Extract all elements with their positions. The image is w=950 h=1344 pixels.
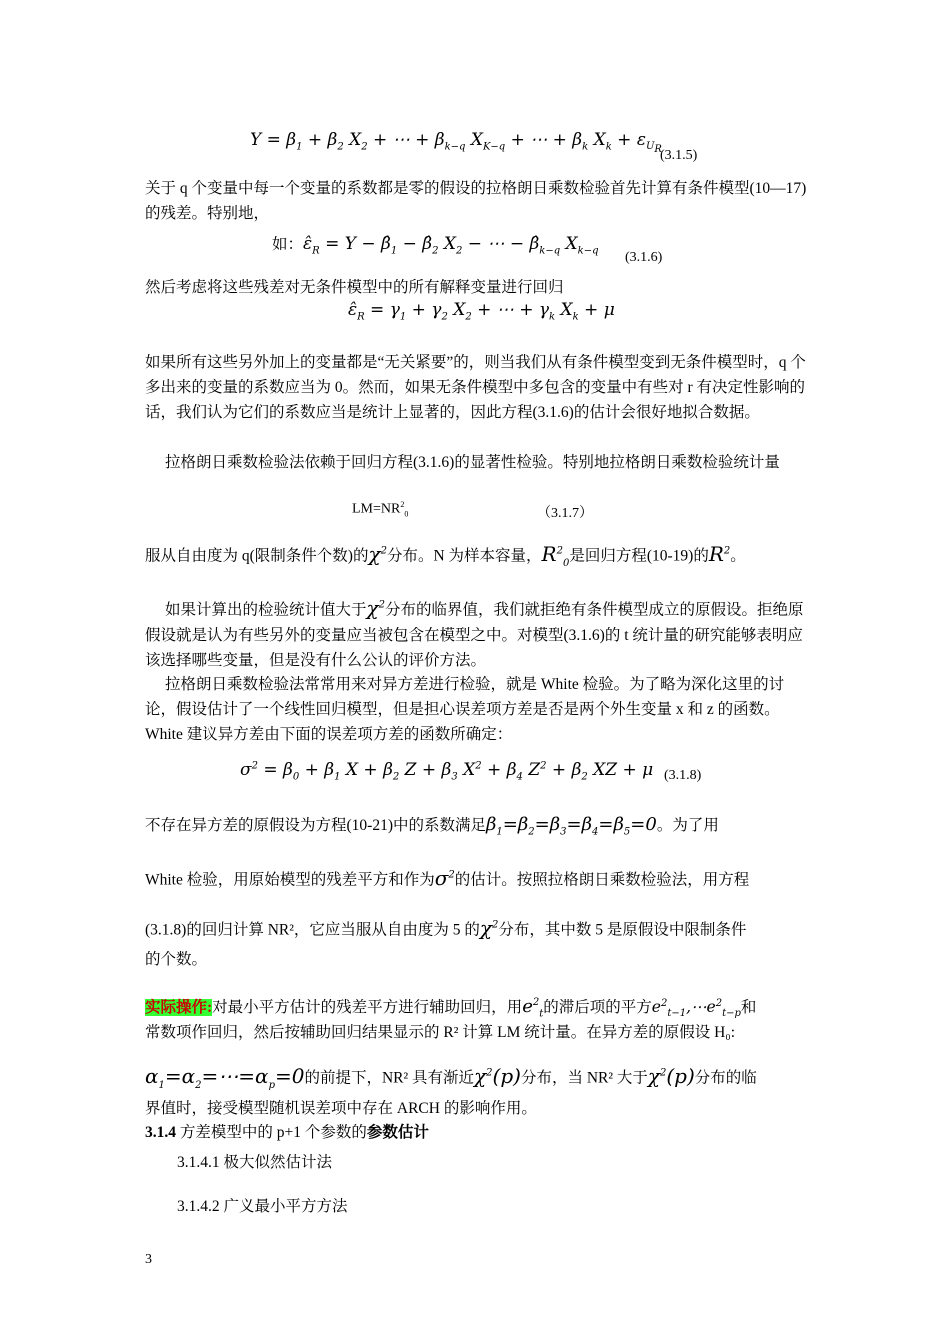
text-span: 如果计算出的检验统计值大于 (165, 601, 367, 619)
text-span: 不存在异方差的原假设为方程(10-21)中的系数满足 (145, 817, 486, 834)
equation-3-1-8: $\sigma^2 = \beta_0 + \beta_1$ $X + \beta_2$ $Z + \beta_3$ $X^2 + \beta_4$ $Z^2 + \beta_2$ XZ + μ (240, 760, 654, 783)
text-span: 是回归方程(10-19)的 (569, 547, 709, 565)
text-span: 分布的临 (694, 1069, 757, 1087)
equation-3-1-7: $LM=NR^2_0$ (352, 500, 409, 519)
text-span: 分布，当 NR² 大于 (520, 1069, 648, 1087)
equation-3-1-5: $Y = \beta_1 + \beta_2$ $X_2$ + ⋯ + $\beta_{k-q}$ $X_{K-q}$ + ⋯ + $\beta_k$ $X_k + \varepsilon_{U_R}$ (250, 130, 662, 156)
text-span: 服从自由度为 q(限制条件个数)的 (145, 547, 369, 565)
paragraph-5: 服从自由度为 q(限制条件个数)的$\chi^2$分布。N 为样本容量，$R^2_0$是回归方程(10-19)的$R^2$。 (145, 541, 746, 569)
equation-number-3-1-5: (3.1.5) (660, 148, 698, 163)
highlight-label: 实际操作: (145, 999, 213, 1016)
paragraph-11: 的个数。 (145, 951, 208, 968)
subsection-3-1-4-1: 3.1.4.1 极大似然估计法 (177, 1154, 333, 1171)
paragraph-1: 关于 q 个变量中每一个变量的系数都是零的假设的拉格朗日乘数检验首先计算有条件模型(10—17)的残差。特别地， (145, 180, 807, 222)
paragraph-9: White 检验，用原始模型的残差平方和作为$\sigma^2$的估计。按照拉格朗日乘数检验法，用方程 (145, 865, 750, 890)
paragraph-8: 不存在异方差的原假设为方程(10-21)中的系数满足$\beta_1=\beta_2=\beta_3=\beta_4=\beta_5=0$。为了用 (145, 814, 719, 838)
paragraph-2: 然后考虑将这些残差对无条件模型中的所有解释变量进行回归 (145, 279, 564, 296)
section-title-bold: 参数估计 (366, 1124, 429, 1141)
text-span: 的估计。按照拉格朗日乘数检验法，用方程 (454, 871, 750, 889)
text-span: (3.1.8)的回归计算 NR²，它应当服从自由度为 5 的 (145, 921, 480, 939)
text-span: 对最小平方估计的残差平方进行辅助回归，用 (212, 999, 523, 1016)
section-heading-3-1-4 (145, 1120, 810, 1145)
text-span: 分布的临界值，我们就拒绝有条件模型成立的原假设。拒绝原假设就是认为有些另外的变量应当被包含在模型之中。对模型(3.1.6)的 t 统计量的研究能够表明应该选择哪些变量，但是没有什么公认的评价方法。 (145, 601, 804, 669)
paragraph-4: 拉格朗日乘数检验法依赖于回归方程(3.1.6)的显著性检验。特别地拉格朗日乘数检验统计量 (165, 454, 780, 471)
text-span: White 检验，用原始模型的残差平方和作为 (145, 871, 435, 889)
equation-number-3-1-8: (3.1.8) (664, 768, 702, 783)
equation-prefix: 如： (272, 236, 304, 253)
page-number: 3 (145, 1252, 152, 1267)
text-span: 分布。N 为样本容量， (386, 547, 542, 565)
paragraph-10: (3.1.8)的回归计算 NR²，它应当服从自由度为 5 的$\chi^2$分布，其中数 5 是原假设中限制条件 (145, 915, 747, 940)
paragraph-12: 实际操作:对最小平方估计的残差平方进行辅助回归，用$e^2_t$的滞后项的平方$e^2_{t-1},\cdots e^2_{t-p}$和 (145, 996, 757, 1020)
equation-3-1-6: 如：$\varepsilon̂_R = Y$ − $\betâ_1$ − $\betâ_2$ $X_2$ − ⋯ − $\betâ_{k-q}$ $X_{k-q}$ (272, 234, 599, 257)
paragraph-7: 拉格朗日乘数检验法常常用来对异方差进行检验，就是 White 检验。为了略为深化这里的讨论，假设估计了一个线性回归模型，但是担心误差项方差是否是两个外生变量 x 和 z 的函数。White 建议异方差由下面的误差项方差的函数所确定： (145, 676, 785, 743)
text-span: 。 (730, 547, 746, 565)
text-span: 的滞后项的平方 (543, 999, 652, 1016)
text-span: 和 (740, 999, 757, 1016)
paragraph-14: $\alpha_1=\alpha_2=\cdots=\alpha_p=0$的前提下，NR² 具有渐近$\chi^2(p)$分布，当 NR² 大于$\chi^2(p)$分布的临 (145, 1063, 757, 1091)
equation-number-3-1-7: （3.1.7） (537, 506, 593, 521)
text-span: 的前提下，NR² 具有渐近 (304, 1069, 475, 1087)
section-number: 3.1.4 (145, 1124, 176, 1141)
subsection-3-1-4-2: 3.1.4.2 广义最小平方方法 (177, 1198, 348, 1215)
paragraph-3: 如果所有这些另外加上的变量都是“无关紧要”的，则当我们从有条件模型变到无条件模型时，q 个多出来的变量的系数应当为 0。然而，如果无条件模型中多包含的变量中有些对 r 有决定性影响的话，我们认为它们的系数应当是统计上显著的，因此方程(3.1.6)的估计会很好地拟合数据。 (145, 354, 806, 421)
equation-auxiliary-regression: $\varepsilon̂_R = \gamma_1 + \gamma_2$ $X_2$ + ⋯ + $\gamma_k$ $X_k + \mu$ (348, 300, 615, 323)
section-title: 方差模型中的 p+1 个参数的 (176, 1124, 367, 1141)
equation-number-3-1-6: (3.1.6) (625, 250, 663, 265)
paragraph-6: 如果计算出的检验统计值大于$\chi^2$分布的临界值，我们就拒绝有条件模型成立的原假设。拒绝原假设就是认为有些另外的变量应当被包含在模型之中。对模型(3.1.6)的 t 统计量的研究能够表明应该选择哪些变量，但是没有什么公认的评价方法。 (145, 595, 804, 669)
paragraph-13: 常数项作回归，然后按辅助回归结果显示的 R² 计算 LM 统计量。在异方差的原假设 H₀: (145, 1024, 736, 1041)
text-span: 。为了用 (656, 817, 719, 834)
paragraph-15: 界值时，接受模型随机误差项中存在 ARCH 的影响作用。 (145, 1100, 537, 1117)
text-span: 分布，其中数 5 是原假设中限制条件 (498, 921, 747, 939)
